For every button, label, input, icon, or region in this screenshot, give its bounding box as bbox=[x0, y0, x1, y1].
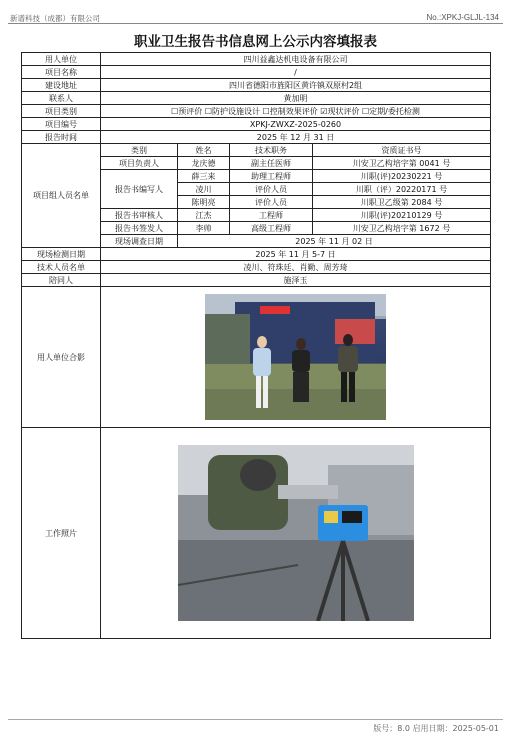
signer-name: 李帅 bbox=[178, 222, 230, 235]
category-value: ☐预评价 ☐防护设施设计 ☐控制效果评价 ☑现状评价 ☐定期/委托检测 bbox=[101, 105, 491, 118]
category-label: 项目类别 bbox=[22, 105, 101, 118]
number-label: 项目编号 bbox=[22, 118, 101, 131]
members-header-title: 技术职务 bbox=[230, 144, 313, 157]
number-value: XPKJ-ZWXZ-2025-0260 bbox=[101, 118, 491, 131]
row-category bbox=[22, 105, 491, 118]
address-label: 建设地址 bbox=[22, 79, 101, 92]
row-escort bbox=[22, 274, 491, 287]
page-title: 职业卫生报告书信息网上公示内容填报表 bbox=[134, 34, 377, 50]
work-photo-image bbox=[178, 445, 414, 621]
staff-label: 技术人员名单 bbox=[22, 261, 101, 274]
row-work-photo bbox=[22, 428, 491, 639]
row-site-test bbox=[22, 248, 491, 261]
site-test-value: 2025 年 11 月 5-7 日 bbox=[101, 248, 491, 261]
writer-title: 助理工程师 bbox=[230, 170, 313, 183]
employer-label: 用人单位 bbox=[22, 53, 101, 66]
writer-cert: 川职（评）20220171 号 bbox=[313, 183, 491, 196]
signer-title: 高级工程师 bbox=[230, 222, 313, 235]
writer-role: 报告书编写人 bbox=[101, 170, 178, 209]
info-table bbox=[21, 52, 491, 639]
contact-label: 联系人 bbox=[22, 92, 101, 105]
employer-value: 四川益鑫达机电设备有限公司 bbox=[101, 53, 491, 66]
reviewer-title: 工程师 bbox=[230, 209, 313, 222]
footer-version: 版号：8.0 启用日期：2025-05-01 bbox=[373, 724, 499, 733]
site-survey-label: 现场调查日期 bbox=[101, 235, 178, 248]
writer-cert: 川职(评)20230221 号 bbox=[313, 170, 491, 183]
contact-value: 黄加明 bbox=[101, 92, 491, 105]
project-name-label: 项目名称 bbox=[22, 66, 101, 79]
work-photo-label: 工作照片 bbox=[22, 428, 101, 639]
site-survey-value: 2025 年 11 月 02 日 bbox=[178, 235, 491, 248]
leader-name: 龙庆德 bbox=[178, 157, 230, 170]
signer-cert: 川安卫乙构培字第 1672 号 bbox=[313, 222, 491, 235]
writer-title: 评价人员 bbox=[230, 183, 313, 196]
project-name-value: / bbox=[101, 66, 491, 79]
report-time-label: 报告时间 bbox=[22, 131, 101, 144]
row-group-photo bbox=[22, 287, 491, 428]
header-divider bbox=[8, 23, 503, 24]
header-doc-number: No.:XPKJ-GLJL-134 bbox=[426, 13, 499, 22]
writer-name: 薛三来 bbox=[178, 170, 230, 183]
staff-value: 凌川、符珠廷、肖勤、周芳琦 bbox=[101, 261, 491, 274]
writer-title: 评价人员 bbox=[230, 196, 313, 209]
members-header-name: 姓名 bbox=[178, 144, 230, 157]
row-project-name bbox=[22, 66, 491, 79]
group-photo-cell bbox=[101, 287, 491, 428]
group-photo-label: 用人单位合影 bbox=[22, 287, 101, 428]
group-photo-image bbox=[205, 294, 386, 420]
leader-title: 副主任医师 bbox=[230, 157, 313, 170]
leader-cert: 川安卫乙构培字第 0041 号 bbox=[313, 157, 491, 170]
members-header-role: 类别 bbox=[101, 144, 178, 157]
writer-cert: 川职卫乙级第 2084 号 bbox=[313, 196, 491, 209]
members-header-cert: 资质证书号 bbox=[313, 144, 491, 157]
row-staff bbox=[22, 261, 491, 274]
row-number bbox=[22, 118, 491, 131]
work-photo bbox=[178, 445, 414, 621]
reviewer-name: 江杰 bbox=[178, 209, 230, 222]
report-time-value: 2025 年 12 月 31 日 bbox=[101, 131, 491, 144]
leader-role: 项目负责人 bbox=[101, 157, 178, 170]
escort-label: 陪同人 bbox=[22, 274, 101, 287]
escort-value: 施泽玉 bbox=[101, 274, 491, 287]
header-company: 新谱科技（成都）有限公司 bbox=[10, 14, 100, 23]
reviewer-cert: 川职(评)20210129 号 bbox=[313, 209, 491, 222]
members-group-label: 项目组人员名单 bbox=[22, 144, 101, 248]
row-report-time bbox=[22, 131, 491, 144]
reviewer-role: 报告书审核人 bbox=[101, 209, 178, 222]
footer-divider bbox=[8, 719, 503, 720]
site-test-label: 现场检测日期 bbox=[22, 248, 101, 261]
signer-role: 报告书签发人 bbox=[101, 222, 178, 235]
row-address bbox=[22, 79, 491, 92]
writer-name: 凌川 bbox=[178, 183, 230, 196]
group-photo bbox=[205, 294, 386, 420]
row-contact bbox=[22, 92, 491, 105]
row-employer bbox=[22, 53, 491, 66]
address-value: 四川省德阳市旌阳区黄许镇双原村2组 bbox=[101, 79, 491, 92]
work-photo-cell bbox=[101, 428, 491, 639]
members-header-row bbox=[22, 144, 491, 157]
writer-name: 陈明亮 bbox=[178, 196, 230, 209]
